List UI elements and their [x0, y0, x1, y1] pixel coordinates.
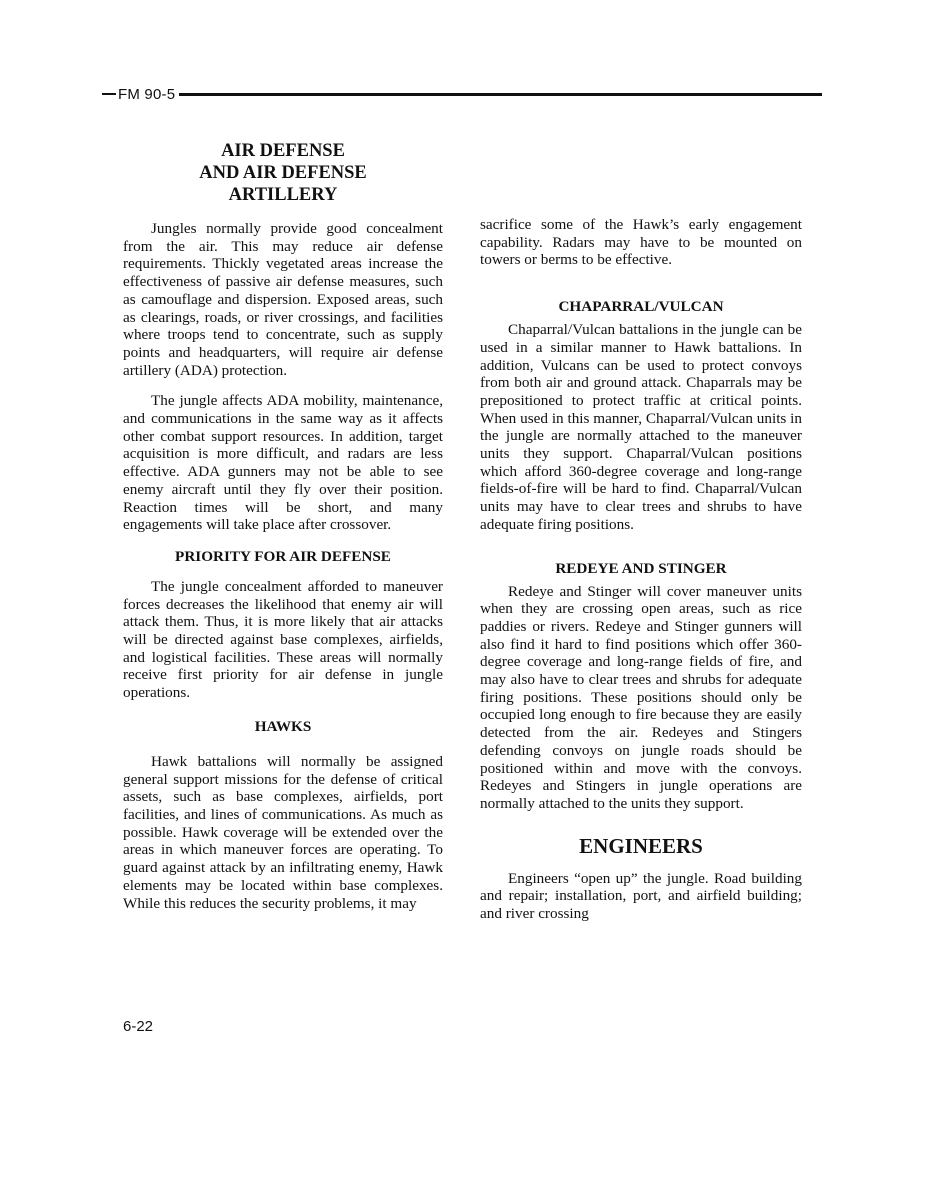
hawks-continuation-paragraph: sacrifice some of the Hawk’s early engagement capability. Radars may have to be mounted on towers or berms to be effective. [480, 216, 802, 269]
engineers-heading: ENGINEERS [579, 833, 703, 858]
title-line-2: AND AIR DEFENSE [199, 163, 367, 183]
manual-number: FM 90-5 [118, 85, 176, 103]
running-head [102, 84, 822, 104]
title-line-3: ARTILLERY [228, 185, 338, 205]
priority-heading: PRIORITY FOR AIR DEFENSE [175, 547, 391, 565]
right-column [480, 216, 802, 923]
chaparral-vulcan-heading: CHAPARRAL/VULCAN [558, 298, 724, 316]
hawks-heading: HAWKS [254, 717, 312, 735]
chaparral-vulcan-paragraph: Chaparral/Vulcan battalions in the jungle can be used in a similar manner to Hawk battalions. In addition, Vulcans can be used to protect convoys from both air and ground attack. Chaparrals may be prepositioned to protect traffic at critical points. When used in this manner, Chaparral/Vulcan units in the jungle are normally attached to the maneuver units they support. Chaparral/Vulcan positions which afford 360-degree coverage and long-range fields-of-fire will be hard to find. Chaparral/Vulcan units may have to clear trees and shrubs to have adequate firing positions. [480, 321, 802, 533]
hawks-paragraph: Hawk battalions will normally be assigned general support missions for the defense of critical assets, such as base complexes, airfields, port facilities, and lines of communications. As much as possible. Hawk coverage will be extended over the areas in which maneuver forces are operating. To guard against attack by an infiltrating enemy, Hawk elements may be located within base complexes. While this reduces the security problems, it may [123, 752, 443, 912]
redeye-stinger-heading: REDEYE AND STINGER [555, 559, 727, 577]
title-line-1: AIR DEFENSE [221, 141, 345, 161]
intro-paragraph-1: Jungles normally provide good concealment from the air. This may reduce air defense requirements. Thickly vegetated areas increase the effectiveness of passive air defense measures, such as camouflage and dispersion. Exposed areas, such as clearings, roads, or river crossings, and facilities where troops tend to concentrate, such as supply points and headquarters, will require air defense artillery (ADA) protection. [123, 220, 443, 379]
redeye-stinger-paragraph: Redeye and Stinger will cover maneuver units when they are crossing open areas, such as rice paddies or rivers. Redeye and Stinger gunners will also find it hard to find positions which offer 360-degree coverage and long-range fields of fire, and may also have to clear trees and shrubs for adequate firing positions. These positions should only be occupied long enough to fire because they are easily detected from the air. Redeyes and Stingers defending convoys on jungle roads should be positioned within and move with the convoys. Redeyes and Stingers in jungle operations are normally attached to the units they support. [480, 582, 802, 812]
intro-paragraph-2: The jungle affects ADA mobility, maintenance, and communications in the same way as it affects other combat support resources. In addition, target acquisition is more difficult, and radars are less effective. ADA gunners may not be able to see enemy aircraft until they fly over their position. Reaction times will be short, and many engagements will take place after crossover. [123, 392, 443, 534]
priority-paragraph: The jungle concealment afforded to maneuver forces decreases the likelihood that enemy air will attack them. Thus, it is more likely that air attacks will be directed against base complexes, airfields, and logistical facilities. These areas will normally receive first priority for air defense in jungle operations. [123, 577, 443, 702]
running-head-dash [102, 93, 116, 95]
left-column [123, 140, 443, 912]
engineers-paragraph: Engineers “open up” the jungle. Road building and repair; installation, port, and airfield building; and river crossing [480, 869, 802, 923]
header-rule [179, 93, 822, 96]
page-number: 6-22 [123, 1018, 154, 1035]
section-title [123, 140, 443, 206]
